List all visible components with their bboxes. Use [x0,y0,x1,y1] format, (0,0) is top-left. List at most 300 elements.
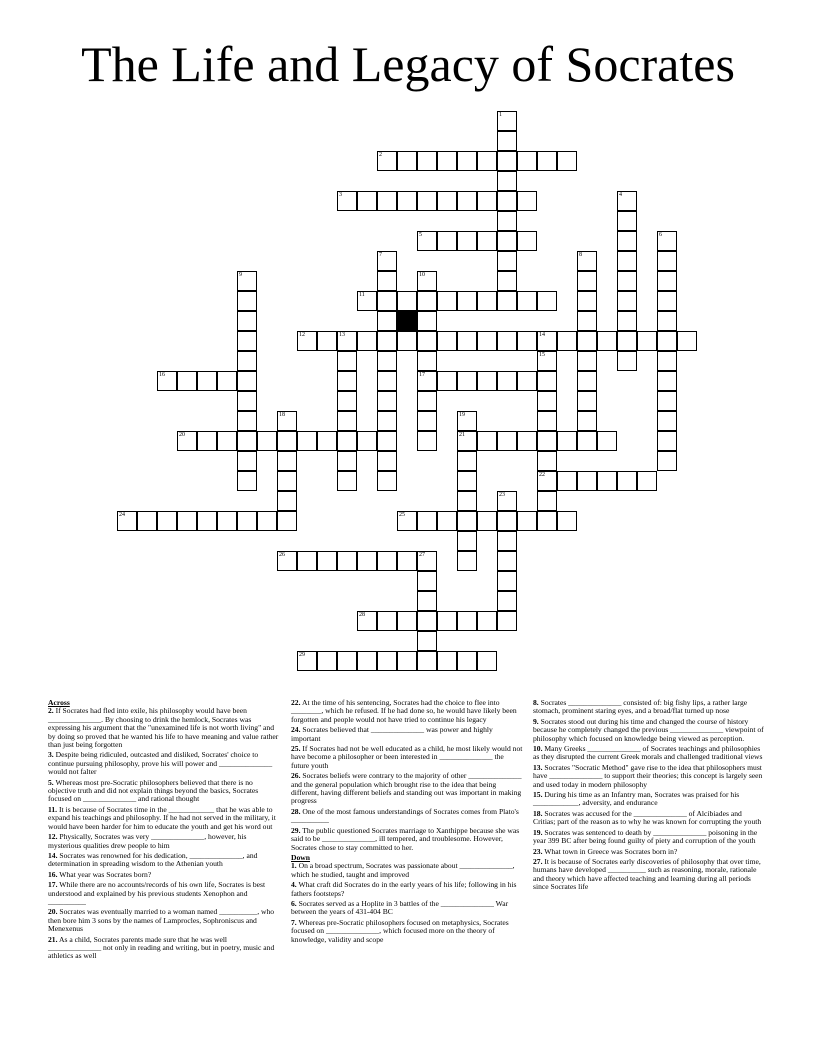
clue-number-label: 9. [533,716,539,726]
crossword-cell[interactable] [497,611,517,631]
crossword-cell[interactable] [337,451,357,471]
crossword-cell[interactable] [397,331,417,351]
down-clue [291,900,523,917]
crossword-cell[interactable] [537,411,557,431]
crossword-cell[interactable] [397,191,417,211]
crossword-cell[interactable] [277,511,297,531]
crossword-cell[interactable] [457,411,477,431]
crossword-cell[interactable] [677,331,697,351]
crossword-cell[interactable] [577,311,597,331]
clue-text: Whereas most pre-Socratic philosophers believed that there is no objective truth and did not explain things beyond the basics, Socrates focused on ______________ and rational thought [48,777,259,804]
crossword-cell[interactable] [417,411,437,431]
crossword-cell[interactable] [157,511,177,531]
clue-number-label: 1. [291,861,297,871]
clue-text: Socrates served as a Hoplite in 3 battles of the ______________ War between the years of 431-404 BC [291,898,509,917]
crossword-cell[interactable] [657,291,677,311]
crossword-cell[interactable] [637,331,657,351]
crossword-cell[interactable] [497,251,517,271]
crossword-cell[interactable] [497,111,517,131]
crossword-cell[interactable] [477,431,497,451]
crossword-cell[interactable] [617,191,637,211]
clue-text: Despite being ridiculed, outcasted and disliked, Socrates' choice to continue pursuing philosophy, prove his will power and ______________ would not falter [48,750,273,777]
crossword-cell[interactable] [397,151,417,171]
crossword-cell[interactable] [397,511,417,531]
crossword-cell[interactable] [497,491,517,511]
crossword-cell[interactable] [177,371,197,391]
clue-number: 1 [499,112,502,118]
crossword-cell[interactable] [437,291,457,311]
crossword-cell[interactable] [577,471,597,491]
crossword-cell[interactable] [557,331,577,351]
crossword-cell[interactable] [157,371,177,391]
crossword-cell[interactable] [657,391,677,411]
crossword-cell[interactable] [497,511,517,531]
across-clue [48,852,280,869]
crossword-cell[interactable] [477,291,497,311]
across-clue [48,806,280,831]
crossword-cell[interactable] [337,391,357,411]
crossword-cell[interactable] [437,231,457,251]
down-clue [533,764,765,789]
crossword-cell[interactable] [337,191,357,211]
clue-column-3 [533,699,765,894]
crossword-cell[interactable] [417,611,437,631]
crossword-cell[interactable] [497,591,517,611]
crossword-cell[interactable] [457,431,477,451]
clue-number: 19 [459,412,465,418]
crossword-cell[interactable] [617,291,637,311]
crossword-cell[interactable] [457,611,477,631]
crossword-cell[interactable] [657,271,677,291]
crossword-cell[interactable] [517,431,537,451]
page-title: The Life and Legacy of Socrates [81,36,735,92]
crossword-cell[interactable] [457,451,477,471]
crossword-cell[interactable] [477,611,497,631]
crossword-cell[interactable] [657,351,677,371]
crossword-cell[interactable] [617,271,637,291]
crossword-cell[interactable] [377,371,397,391]
clue-number-label: 5. [48,777,54,787]
crossword-cell[interactable] [517,151,537,171]
crossword-cell[interactable] [417,651,437,671]
clue-number-label: 3. [48,750,54,760]
crossword-cell[interactable] [377,311,397,331]
crossword-cell[interactable] [377,251,397,271]
down-clue [533,848,765,856]
crossword-cell[interactable] [557,511,577,531]
crossword-cell[interactable] [117,511,137,531]
crossword-cell[interactable] [577,411,597,431]
crossword-cell[interactable] [577,291,597,311]
crossword-cell[interactable] [537,151,557,171]
clue-number: 17 [419,372,425,378]
crossword-cell[interactable] [657,251,677,271]
crossword-cell[interactable] [657,311,677,331]
clue-text: During his time as an Infantry man, Socrates was praised for his ____________, adversity, and endurance [533,790,740,808]
clue-number: 9 [239,272,242,278]
crossword-cell[interactable] [497,231,517,251]
crossword-cell[interactable] [437,331,457,351]
crossword-cell[interactable] [417,231,437,251]
clue-text: While there are no accounts/records of his own life, Socrates is best understood and explained by his previous students Xenophon and __________ [48,880,266,906]
crossword-cell[interactable] [457,491,477,511]
clue-text: Socrates stood out during his time and changed the course of history because he completely changed the previous ______________ viewpoint of philosophy which focused on knowledge being viewed as perception. [533,716,764,743]
across-clue [291,745,523,770]
crossword-cell[interactable] [217,371,237,391]
crossword-cell[interactable] [617,211,637,231]
down-clue [533,829,765,846]
crossword-cell[interactable] [477,651,497,671]
clue-number-label: 21. [48,934,58,944]
crossword-cell[interactable] [337,431,357,451]
crossword-cell[interactable] [417,591,437,611]
crossword-cell[interactable] [417,351,437,371]
crossword-cell[interactable] [597,331,617,351]
clue-text: If Socrates had not be well educated as a child, he most likely would not have become a philosopher or been interested in ______________ the future youth [291,744,523,770]
crossword-cell[interactable] [397,611,417,631]
crossword-cell[interactable] [357,651,377,671]
clue-text: Whereas pre-Socratic philosophers focused on metaphysics, Socrates focused on ______________, which focused more on the theory of knowledge, validity and scope [291,917,509,944]
crossword-cell[interactable] [477,511,497,531]
clue-number: 28 [359,612,365,618]
crossword-cell[interactable] [237,391,257,411]
crossword-cell[interactable] [517,291,537,311]
clue-number-label: 26. [291,771,301,781]
crossword-cell[interactable] [237,291,257,311]
crossword-cell[interactable] [417,431,437,451]
crossword-cell[interactable] [217,431,237,451]
clue-number: 5 [419,232,422,238]
crossword-cell[interactable] [357,431,377,451]
clue-number-label: 18. [533,808,543,818]
crossword-cell[interactable] [457,191,477,211]
crossword-cell[interactable] [617,231,637,251]
crossword-cell[interactable] [557,431,577,451]
crossword-cell[interactable] [297,551,317,571]
clue-text: Physically, Socrates was very ______________, however, his mysterious qualities drew people to him [48,832,247,850]
clue-number: 4 [619,192,622,198]
crossword-cell[interactable] [577,331,597,351]
crossword-cell[interactable] [417,551,437,571]
crossword-cell[interactable] [177,431,197,451]
crossword-cell[interactable] [497,531,517,551]
crossword-cell[interactable] [537,391,557,411]
crossword-cell[interactable] [457,231,477,251]
crossword-cell[interactable] [517,191,537,211]
crossword-cell[interactable] [577,251,597,271]
crossword-cell[interactable] [457,651,477,671]
crossword-cell[interactable] [417,311,437,331]
clue-number: 13 [339,332,345,338]
clue-number: 3 [339,192,342,198]
crossword-cell[interactable] [617,251,637,271]
crossword-cell[interactable] [537,291,557,311]
across-clue [48,707,280,749]
crossword-cell[interactable] [337,331,357,351]
across-clue [291,726,523,743]
crossword-cell[interactable] [617,351,637,371]
crossword-cell[interactable] [277,411,297,431]
clue-number: 2 [379,152,382,158]
crossword-cell[interactable] [337,351,357,371]
crossword-cell[interactable] [597,471,617,491]
crossword-cell[interactable] [297,431,317,451]
crossword-cell[interactable] [497,271,517,291]
clue-number-label: 24. [291,725,301,735]
crossword-cell[interactable] [397,651,417,671]
crossword-cell[interactable] [377,551,397,571]
crossword-cell[interactable] [237,411,257,431]
clue-number: 22 [539,472,545,478]
crossword-cell[interactable] [497,171,517,191]
clue-number: 20 [179,432,185,438]
crossword-cell[interactable] [457,531,477,551]
down-clue [533,745,765,762]
clue-column-2 [291,699,523,946]
crossword-cell[interactable] [617,311,637,331]
crossword-cell[interactable] [317,651,337,671]
crossword-cell[interactable] [477,331,497,351]
crossword-cell[interactable] [417,291,437,311]
clue-text: Socrates believed that ______________ was power and highly important [291,725,493,743]
crossword-cell[interactable] [637,471,657,491]
crossword-cell[interactable] [497,151,517,171]
crossword-cell[interactable] [497,191,517,211]
crossword-cell[interactable] [377,331,397,351]
clue-number: 27 [419,552,425,558]
crossword-cell[interactable] [237,451,257,471]
crossword-cell[interactable] [597,431,617,451]
crossword-cell[interactable] [297,651,317,671]
clue-number: 26 [279,552,285,558]
crossword-cell[interactable] [537,511,557,531]
crossword-cell[interactable] [377,191,397,211]
clue-number-label: 6. [291,898,297,908]
clue-text: What town in Greece was Socrates born in? [542,846,678,856]
crossword-cell[interactable] [417,571,437,591]
crossword-cell[interactable] [457,551,477,571]
crossword-cell[interactable] [377,291,397,311]
crossword-cell[interactable] [337,411,357,431]
crossword-cell[interactable] [197,371,217,391]
crossword-cell[interactable] [377,651,397,671]
crossword-cell[interactable] [477,371,497,391]
crossword-cell[interactable] [437,511,457,531]
crossword-cell[interactable] [257,431,277,451]
crossword-cell[interactable] [557,471,577,491]
across-clue [48,908,280,933]
crossword-cell[interactable] [337,651,357,671]
crossword-cell[interactable] [337,551,357,571]
crossword-cell[interactable] [417,631,437,651]
crossword-cell[interactable] [577,391,597,411]
crossword-cell[interactable] [377,431,397,451]
crossword-cell[interactable] [257,511,277,531]
clue-number-label: 14. [48,850,58,860]
crossword-cell[interactable] [497,291,517,311]
crossword-cell[interactable] [617,331,637,351]
crossword-cell[interactable] [317,551,337,571]
crossword-cell[interactable] [237,331,257,351]
clue-text: Socrates ______________ consisted of: big fishy lips, a rather large stomach, prominent staring eyes, and a broad/flat turned up nose [533,698,748,716]
clue-number: 11 [359,292,365,298]
crossword-cell[interactable] [377,271,397,291]
crossword-cell[interactable] [277,451,297,471]
crossword-cell[interactable] [537,491,557,511]
crossword-cell[interactable] [657,371,677,391]
crossword-cell[interactable] [457,511,477,531]
crossword-cell[interactable] [377,451,397,471]
crossword-cell[interactable] [497,431,517,451]
crossword-cell[interactable] [377,411,397,431]
clue-number-label: 27. [533,856,543,866]
crossword-cell[interactable] [377,611,397,631]
clue-text: One of the most famous understandings of Socrates comes from Plato's __________ [291,806,519,825]
crossword-cell[interactable] [577,431,597,451]
crossword-cell[interactable] [357,611,377,631]
crossword-cell[interactable] [437,191,457,211]
crossword-cell[interactable] [497,211,517,231]
crossword-cell[interactable] [537,471,557,491]
crossword-cell[interactable] [197,431,217,451]
clue-number: 21 [459,432,465,438]
crossword-cell[interactable] [277,471,297,491]
clue-text: Socrates beliefs were contrary to the majority of other ______________ and the general population which brought rise to the idea that being different, having different beliefs and standing out was important in making progress [291,771,522,806]
crossword-cell[interactable] [357,291,377,311]
clue-text: Socrates was renowned for his dedication, ______________, and determination in spreading wisdom to the Athenian youth [48,850,258,869]
crossword-cell[interactable] [477,231,497,251]
crossword-cell[interactable] [497,571,517,591]
crossword-cell[interactable] [337,371,357,391]
crossword-cell[interactable] [237,371,257,391]
crossword-cell[interactable] [437,651,457,671]
crossword-cell[interactable] [357,191,377,211]
crossword-cell[interactable] [457,291,477,311]
clue-number-label: 8. [533,698,539,707]
clue-number-label: 2. [48,706,54,716]
crossword-cell[interactable] [457,331,477,351]
crossword-cell[interactable] [437,371,457,391]
clue-list [0,699,816,1039]
crossword-cell[interactable] [417,371,437,391]
crossword-cell[interactable] [657,411,677,431]
crossword-cell[interactable] [417,391,437,411]
crossword-cell[interactable] [537,451,557,471]
clue-text: The public questioned Socrates marriage to Xanthippe because she was said to be ______________, ill tempered, and troublesome. However, Socrates chose to stay committed to her. [291,825,520,852]
crossword-cell[interactable] [497,131,517,151]
crossword-cell[interactable] [237,431,257,451]
crossword-cell[interactable] [497,371,517,391]
crossword-cell[interactable] [317,331,337,351]
crossword-cell[interactable] [457,371,477,391]
crossword-cell[interactable] [537,371,557,391]
clue-number-label: 29. [291,825,301,835]
crossword-cell[interactable] [477,151,497,171]
across-clue [48,871,280,879]
crossword-cell[interactable] [177,511,197,531]
crossword-cell[interactable] [397,551,417,571]
crossword-cell[interactable] [277,491,297,511]
crossword-cell[interactable] [237,471,257,491]
crossword-cell[interactable] [537,331,557,351]
crossword-cell[interactable] [457,471,477,491]
crossword-cell[interactable] [417,191,437,211]
crossword-cell[interactable] [277,431,297,451]
crossword-cell[interactable] [517,231,537,251]
crossword-cell[interactable] [657,431,677,451]
crossword-cell[interactable] [417,151,437,171]
clue-number-label: 10. [533,744,543,754]
crossword-cell[interactable] [357,551,377,571]
crossword-cell[interactable] [237,311,257,331]
crossword-cell[interactable] [317,431,337,451]
clue-section-heading: Across [48,698,70,707]
crossword-cell[interactable] [237,511,257,531]
crossword-cell[interactable] [617,471,637,491]
clue-number: 25 [399,512,405,518]
crossword-cell[interactable] [417,271,437,291]
down-clue [533,791,765,808]
crossword-cell[interactable] [457,151,477,171]
crossword-cell[interactable] [657,451,677,471]
crossword-cell[interactable] [437,151,457,171]
crossword-cell[interactable] [497,551,517,571]
crossword-cell[interactable] [577,371,597,391]
crossword-cell[interactable] [437,611,457,631]
crossword-cell[interactable] [377,471,397,491]
crossword-cell[interactable] [497,331,517,351]
crossword-cell[interactable] [657,331,677,351]
crossword-cell[interactable] [297,331,317,351]
crossword-cell[interactable] [277,551,297,571]
across-clue [48,751,280,776]
crossword-cell[interactable] [377,391,397,411]
crossword-cell[interactable] [577,271,597,291]
clue-number-label: 16. [48,869,58,879]
crossword-cell[interactable] [537,351,557,371]
crossword-cell[interactable] [517,371,537,391]
crossword-cell[interactable] [657,231,677,251]
crossword-cell[interactable] [577,351,597,371]
crossword-cell[interactable] [377,351,397,371]
black-square [397,311,417,331]
clue-number: 8 [579,252,582,258]
crossword-cell[interactable] [217,511,237,531]
clue-text: Socrates was sentenced to death by ______________ poisoning in the year 399 BC after being found guilty of piety and corruption of the youth [533,827,758,846]
crossword-cell[interactable] [357,331,377,351]
crossword-cell[interactable] [557,151,577,171]
across-clue [291,827,523,852]
crossword-cell[interactable] [537,431,557,451]
crossword-cell[interactable] [397,291,417,311]
clue-text: Many Greeks ______________ of Socrates teachings and philosophies as they disrupted the current Greek morals and challenged traditional views [533,744,763,762]
crossword-cell[interactable] [477,191,497,211]
crossword-cell[interactable] [417,331,437,351]
crossword-cell[interactable] [377,151,397,171]
crossword-cell[interactable] [237,351,257,371]
down-clue [533,858,765,892]
crossword-cell[interactable] [517,331,537,351]
crossword-cell[interactable] [197,511,217,531]
crossword-cell[interactable] [337,471,357,491]
crossword-cell[interactable] [137,511,157,531]
crossword-cell[interactable] [237,271,257,291]
crossword-cell[interactable] [417,511,437,531]
clue-number-label: 12. [48,832,58,842]
crossword-cell[interactable] [517,511,537,531]
clue-number-label: 20. [48,907,58,917]
clue-number: 12 [299,332,305,338]
